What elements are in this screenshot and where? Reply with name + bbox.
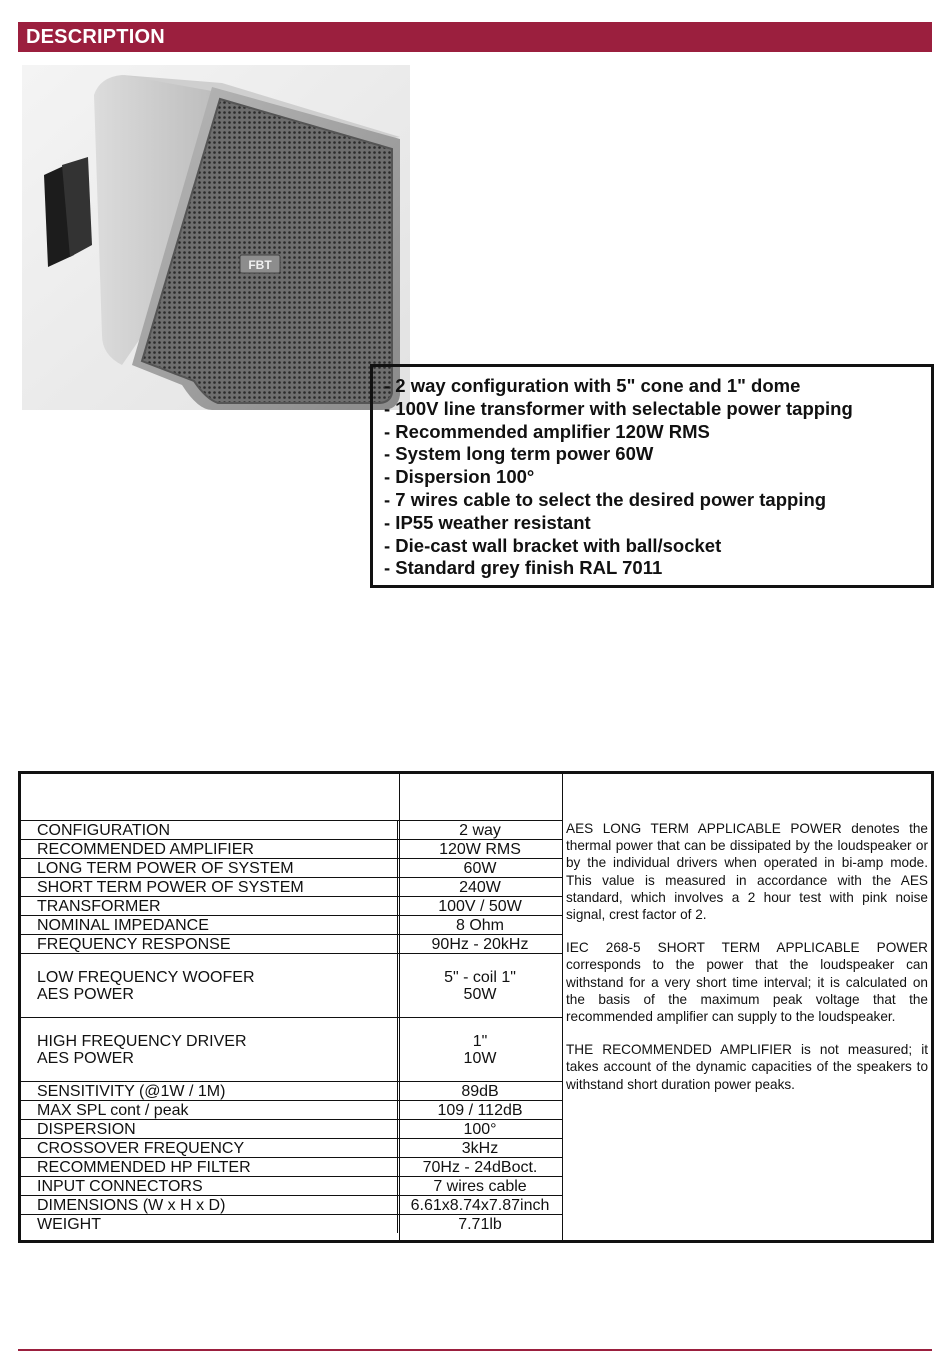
- spec-value: 70Hz - 24dBoct.: [398, 1158, 563, 1177]
- spec-row: [20, 1101, 562, 1120]
- note-aes-power: AES LONG TERM APPLICABLE POWER denotes the thermal power that can be dissipated by the loudspeaker or by the individual drivers when operated in bi-amp mode. This value is measured in accordance with the AES standard, which involves a 2 hour test with pink noise signal, crest factor of 2.: [566, 821, 928, 923]
- spec-label: FREQUENCY RESPONSE: [20, 935, 398, 954]
- feature-item: - IP55 weather resistant: [384, 511, 591, 533]
- spec-value: 89dB: [398, 1082, 563, 1101]
- spec-row: [20, 1215, 562, 1234]
- spec-value: 100°: [398, 1120, 563, 1139]
- footer-divider: [18, 1349, 932, 1351]
- spec-value: 109 / 112dB: [398, 1101, 563, 1120]
- spec-value: 60W: [398, 859, 563, 878]
- spec-label: SENSITIVITY (@1W / 1M): [20, 1082, 398, 1101]
- spec-label: DIMENSIONS (W x H x D): [20, 1196, 398, 1215]
- spec-row: [20, 954, 562, 1018]
- spec-label: [20, 1018, 398, 1082]
- spec-row: [20, 1196, 562, 1215]
- feature-item: - 100V line transformer with selectable power tapping: [384, 397, 853, 419]
- spec-label: [20, 954, 398, 1018]
- feature-item: - System long term power 60W: [384, 443, 654, 465]
- spec-value: 3kHz: [398, 1139, 563, 1158]
- spec-value: 2 way: [398, 821, 563, 840]
- spec-row: [20, 1177, 562, 1196]
- spec-value: [398, 954, 563, 1018]
- spec-value: 6.61x8.74x7.87inch: [398, 1196, 563, 1215]
- spec-label: RECOMMENDED HP FILTER: [20, 1158, 398, 1177]
- spec-row: [20, 935, 562, 954]
- spec-row: [20, 859, 562, 878]
- section-title: DESCRIPTION: [26, 26, 165, 48]
- spec-label: NOMINAL IMPEDANCE: [20, 916, 398, 935]
- spec-label-line: HIGH FREQUENCY DRIVER: [37, 1032, 247, 1050]
- spec-value: [398, 1018, 563, 1082]
- spec-row: [20, 1120, 562, 1139]
- spec-value-line: 10W: [463, 1049, 497, 1067]
- spec-value: 7 wires cable: [398, 1177, 563, 1196]
- spec-row: [20, 1082, 562, 1101]
- column-divider: [562, 774, 563, 1240]
- spec-label: CONFIGURATION: [20, 821, 398, 840]
- spec-label: TRANSFORMER: [20, 897, 398, 916]
- spec-row: [20, 897, 562, 916]
- spec-label: MAX SPL cont / peak: [20, 1101, 398, 1120]
- spec-row: [20, 1018, 562, 1082]
- feature-item: - Standard grey finish RAL 7011: [384, 557, 663, 579]
- spec-label: INPUT CONNECTORS: [20, 1177, 398, 1196]
- spec-value: 7.71lb: [398, 1215, 563, 1234]
- spec-label: SHORT TERM POWER OF SYSTEM: [20, 878, 398, 897]
- spec-row: [20, 878, 562, 897]
- spec-row: [20, 1139, 562, 1158]
- spec-label: LONG TERM POWER OF SYSTEM: [20, 859, 398, 878]
- spec-value-line: 1": [472, 1032, 488, 1050]
- product-image: [22, 65, 410, 410]
- spec-value-line: 50W: [463, 985, 497, 1003]
- spec-value-line: 5" - coil 1": [444, 968, 516, 986]
- feature-item: - Dispersion 100°: [384, 466, 535, 488]
- spec-value: 90Hz - 20kHz: [398, 935, 563, 954]
- spec-label: CROSSOVER FREQUENCY: [20, 1139, 398, 1158]
- feature-item: - 2 way configuration with 5" cone and 1" dome: [384, 375, 801, 396]
- note-recommended-amplifier: THE RECOMMENDED AMPLIFIER is not measured; it takes account of the dynamic capacities of the speakers to withstand short duration power peaks.: [566, 1042, 928, 1092]
- spec-value: 100V / 50W: [398, 897, 563, 916]
- spec-row: [20, 1158, 562, 1177]
- spec-value: 8 Ohm: [398, 916, 563, 935]
- spec-label-line: AES POWER: [37, 1049, 134, 1067]
- spec-label: RECOMMENDED AMPLIFIER: [20, 840, 398, 859]
- features-box: [370, 364, 934, 588]
- section-header: [18, 22, 932, 52]
- notes-column: [566, 820, 928, 1109]
- spec-value: 120W RMS: [398, 840, 563, 859]
- spec-row: [20, 840, 562, 859]
- spec-value: 240W: [398, 878, 563, 897]
- spec-row: [20, 821, 562, 840]
- spec-row: [20, 916, 562, 935]
- spec-label-line: AES POWER: [37, 985, 134, 1003]
- brand-logo-text: FBT: [248, 258, 272, 272]
- feature-item: - Recommended amplifier 120W RMS: [384, 420, 710, 442]
- specs-table: [20, 820, 562, 1233]
- spec-label: DISPERSION: [20, 1120, 398, 1139]
- note-iec-power: IEC 268-5 SHORT TERM APPLICABLE POWER corresponds to the power that the loudspeaker can withstand for a very short time interval; it is calculated on the basis of the maximum peak voltage that the recommended amplifier can supply to the loudspeaker.: [566, 940, 928, 1025]
- feature-item: - 7 wires cable to select the desired power tapping: [384, 488, 827, 510]
- spec-label-line: LOW FREQUENCY WOOFER: [37, 968, 255, 986]
- feature-item: - Die-cast wall bracket with ball/socket: [384, 534, 722, 556]
- spec-label: WEIGHT: [20, 1215, 398, 1234]
